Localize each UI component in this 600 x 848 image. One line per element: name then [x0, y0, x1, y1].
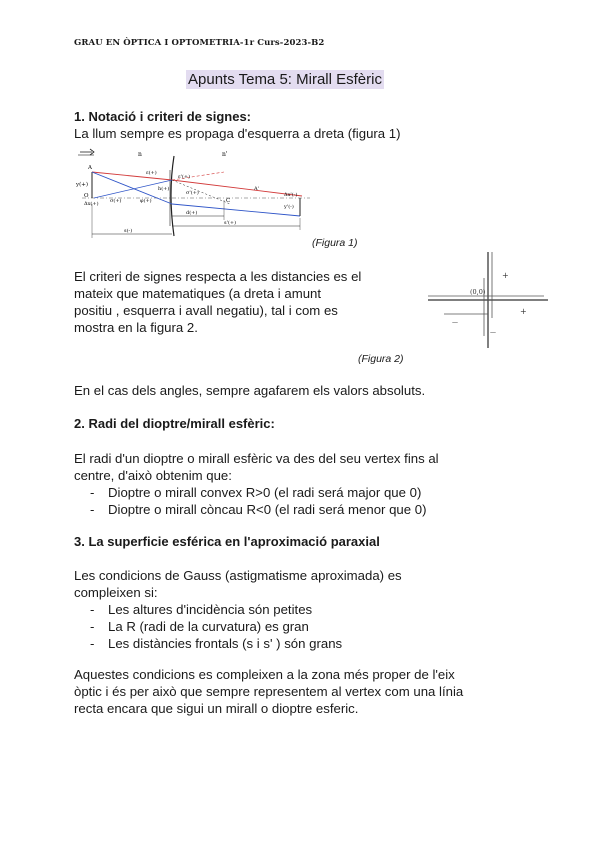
para-line: El criteri de signes respecta a les distancies es el — [74, 269, 362, 284]
diopter-surface — [171, 156, 174, 236]
s-prime-label: s'(+) — [224, 220, 237, 226]
plus-x-label: + — [520, 307, 527, 316]
list-item: - La R (radi de la curvatura) es gran — [74, 618, 402, 635]
figure-2-caption: (Figura 2) — [358, 353, 404, 365]
para-line: compleixen si: — [74, 585, 158, 600]
figure-1-caption: (Figura 1) — [312, 237, 358, 249]
section-3-body — [74, 567, 402, 652]
para-line: òptic i és per això que sempre representem al vertex com una línia — [74, 684, 464, 699]
para-line: El radi d'un dioptre o mirall esfèric va des del seu vertex fins al — [74, 451, 439, 466]
para-line: centre, d'això obtenim que: — [74, 468, 232, 483]
sigma-label: σ(+) — [110, 198, 122, 204]
signs-paragraph — [74, 268, 361, 336]
plus-y-label: + — [502, 271, 509, 280]
section-3-heading: 3. La superficie esférica en l'aproximació paraxial — [74, 534, 380, 549]
closing-paragraph — [74, 666, 463, 717]
ray-red-1 — [92, 172, 172, 180]
y-prime-label: y'(-) — [284, 204, 294, 210]
image-point-label: A' — [254, 186, 259, 192]
y-label: y(+) — [76, 182, 89, 188]
e-label: ε(+) — [146, 170, 157, 176]
d-label: d(+) — [186, 210, 198, 216]
document-header: GRAU EN ÒPTICA I OPTOMETRIA-1r Curs-2023-B2 — [74, 38, 325, 48]
e-prime-label: ε'(+) — [178, 174, 191, 180]
para-line: positiu , esquerra i avall negatiu), tal i com es — [74, 303, 338, 318]
radius-list — [74, 484, 439, 518]
delta-x-prime-label: Δx'(-) — [284, 192, 298, 198]
s-label: s(-) — [124, 228, 133, 234]
point-a-label: A — [88, 165, 92, 171]
angles-note: En el cas dels angles, sempre agafarem els valors absoluts. — [74, 383, 426, 398]
list-item: - Dioptre o mirall còncau R<0 (el radi será menor que 0) — [74, 501, 439, 518]
n-prime-label: n' — [222, 151, 228, 158]
phi-label: φ(+) — [140, 198, 152, 204]
figure-2-axes — [424, 248, 554, 352]
minus-x-label: — — [452, 319, 458, 326]
gauss-conditions-list — [74, 601, 402, 652]
para-line: recta encara que sigui un mirall o dioptre esferic. — [74, 701, 359, 716]
point-o-label: O — [84, 193, 89, 199]
para-line: Aquestes condicions es compleixen a la zona més proper de l'eix — [74, 667, 455, 682]
para-line: mateix que matematiques (a dreta i amunt — [74, 286, 322, 301]
list-item: - Les altures d'incidència són petites — [74, 601, 402, 618]
center-label: C — [226, 198, 231, 204]
section-2-heading: 2. Radi del dioptre/mirall esfèric: — [74, 416, 275, 431]
figure-1-diagram — [74, 144, 334, 240]
para-line: Les condicions de Gauss (astigmatisme aproximada) es — [74, 568, 402, 583]
section-1-intro: La llum sempre es propaga d'esquerra a dreta (figura 1) — [74, 126, 401, 141]
delta-x-label: Δx(+) — [84, 201, 99, 207]
origin-label: (0,0) — [470, 288, 486, 296]
minus-y-label: — — [490, 329, 496, 336]
n-label: n — [138, 151, 142, 158]
section-2-body — [74, 450, 439, 518]
list-item: - Dioptre o mirall convex R>0 (el radi será major que 0) — [74, 484, 439, 501]
section-1-heading: 1. Notació i criteri de signes: — [74, 109, 251, 124]
sigma-prime-label: σ'(+) — [186, 190, 199, 196]
para-line: mostra en la figura 2. — [74, 320, 198, 335]
list-item: - Les distàncies frontals (s i s' ) són grans — [74, 635, 402, 652]
h-label: h(+) — [158, 186, 170, 192]
page-title: Apunts Tema 5: Mirall Esfèric — [188, 71, 382, 88]
